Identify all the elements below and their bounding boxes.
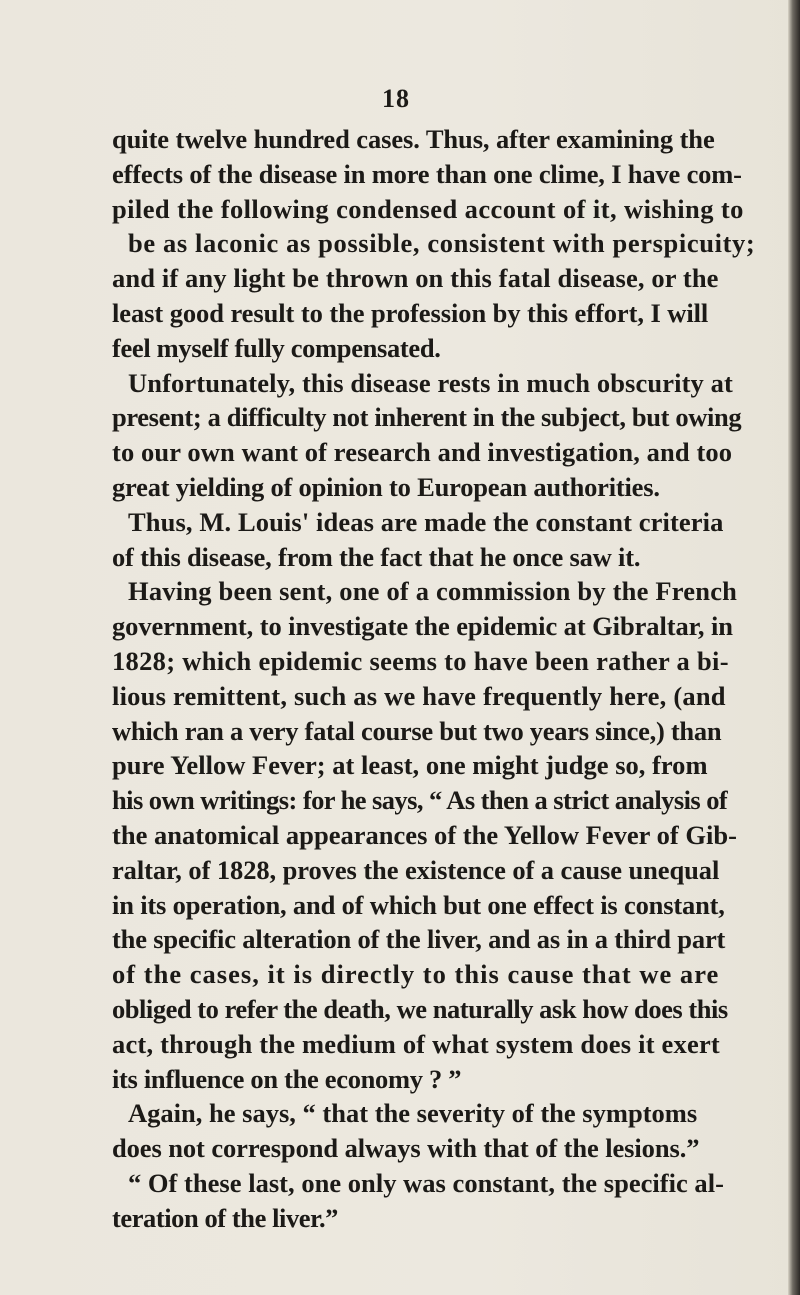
text-line: “ Of these last, one only was constant, the specific al-: [128, 1167, 724, 1198]
text-line: Thus, M. Louis' ideas are made the constant criteria: [128, 506, 724, 537]
text-line: its influence on the economy ? ”: [112, 1063, 462, 1094]
text-line: the anatomical appearances of the Yellow Fever of Gib-: [112, 819, 737, 850]
body-text: [112, 122, 792, 1236]
text-line: to our own want of research and investigation, and too: [112, 437, 733, 468]
text-line: effects of the disease in more than one clime, I have com-: [112, 158, 742, 189]
text-line: obliged to refer the death, we naturally ask how does this: [112, 993, 728, 1024]
text-line: teration of the liver.”: [112, 1202, 338, 1233]
text-line: present; a difficulty not inherent in the subject, but owing: [112, 402, 742, 433]
text-line: great yielding of opinion to European authorities.: [112, 471, 660, 502]
text-line: piled the following condensed account of it, wishing to: [112, 193, 744, 224]
text-line: 1828; which epidemic seems to have been rather a bi-: [112, 645, 729, 676]
text-line: lious remittent, such as we have frequently here, (and: [112, 680, 726, 711]
page-number: 18: [382, 84, 410, 113]
text-line: quite twelve hundred cases. Thus, after examining the: [112, 124, 715, 154]
text-line: in its operation, and of which but one effect is constant,: [112, 889, 725, 920]
text-line: does not correspond always with that of the lesions.”: [112, 1133, 700, 1164]
text-line: least good result to the profession by this effort, I will: [112, 297, 709, 328]
text-line: raltar, of 1828, proves the existence of a cause unequal: [112, 854, 720, 885]
text-line: pure Yellow Fever; at least, one might judge so, from: [112, 750, 708, 781]
text-line: feel myself fully compensated.: [112, 332, 441, 363]
text-line: government, to investigate the epidemic at Gibraltar, in: [112, 611, 733, 642]
text-line: his own writings: for he says, “ As then a strict analysis of: [112, 785, 728, 816]
text-line: the specific alteration of the liver, and as in a third part: [112, 924, 726, 955]
text-line: Having been sent, one of a commission by the French: [128, 576, 738, 607]
text-line: which ran a very fatal course but two years since,) than: [112, 715, 722, 746]
text-line: be as laconic as possible, consistent with perspicuity;: [128, 228, 756, 259]
text-line: Unfortunately, this disease rests in much obscurity at: [128, 367, 733, 398]
text-line: of the cases, it is directly to this cause that we are: [112, 959, 720, 990]
text-line: of this disease, from the fact that he once saw it.: [112, 541, 641, 572]
text-line: act, through the medium of what system does it exert: [112, 1028, 720, 1059]
page-edge-shadow: [788, 0, 800, 1295]
text-line: and if any light be thrown on this fatal disease, or the: [112, 263, 719, 294]
text-line: Again, he says, “ that the severity of the symptoms: [128, 1098, 698, 1129]
